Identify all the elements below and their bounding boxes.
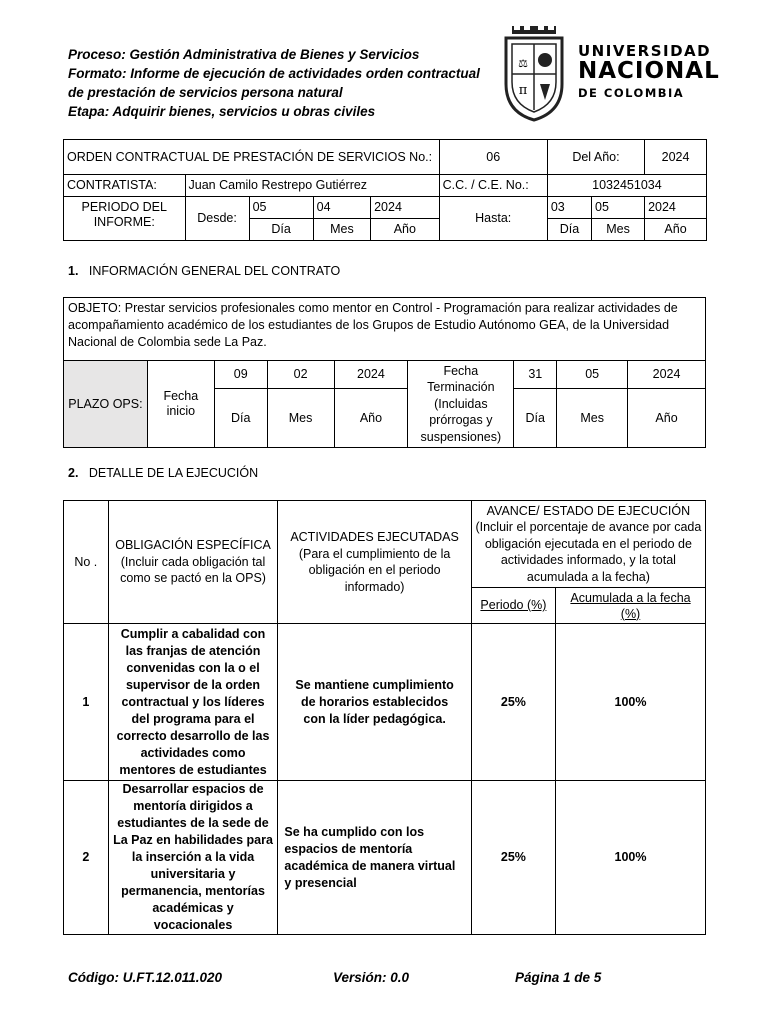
col-obligacion-title: OBLIGACIÓN ESPECÍFICA: [115, 538, 271, 553]
execution-table: [63, 500, 706, 935]
hasta-ano-label: Año: [645, 219, 707, 241]
university-seal-icon: [498, 24, 570, 122]
terminacion-dia-label: Día: [514, 389, 557, 448]
inicio-ano: 2024: [334, 361, 408, 389]
orden-ano: 2024: [645, 140, 707, 175]
footer-version: Versión: 0.0: [333, 970, 410, 985]
svg-text:π: π: [518, 83, 528, 98]
cc-value: 1032451034: [547, 175, 706, 197]
contract-info-table: [63, 297, 706, 448]
footer-pagina: Página 1 de 5: [515, 970, 602, 985]
plazo-label: PLAZO OPS:: [64, 361, 148, 448]
periodo-label: PERIODO DEL INFORME:: [64, 197, 186, 241]
cc-label: C.C. / C.E. No.:: [439, 175, 547, 197]
inicio-mes-label: Mes: [267, 389, 334, 448]
fecha-terminacion-label: Fecha Terminación (Incluidas prórrogas y suspensiones): [408, 361, 514, 448]
orden-table: [63, 139, 707, 241]
section2-title: DETALLE DE LA EJECUCIÓN: [88, 466, 259, 480]
row2-acumulada: 100%: [556, 781, 706, 935]
desde-dia-label: Día: [249, 219, 313, 241]
section1-number: 1.: [68, 264, 79, 278]
header-etapa: Etapa: Adquirir bienes, servicios u obras civiles: [68, 104, 376, 119]
svg-text:⚖: ⚖: [518, 57, 528, 70]
col-avance-header: [471, 501, 705, 588]
del-ano-label: Del Año:: [547, 140, 644, 175]
table-row: [64, 781, 706, 935]
row1-obligacion: Cumplir a cabalidad con las franjas de atención convenidas con la o el supervisor de la orden contractual y los líderes del programa para el correcto desarrollo de las actividades como mentores de estudiantes: [108, 624, 278, 781]
hasta-dia: 03: [547, 197, 591, 219]
row2-obligacion: Desarrollar espacios de mentoría dirigidos a estudiantes de la sede de La Paz en habilidades para la inserción a la vida universitaria y permanencia, mentorías académicas y vocacionales: [108, 781, 278, 935]
logo-universidad: UNIVERSIDAD: [578, 42, 712, 60]
header-proceso: Proceso: Gestión Administrativa de Bienes y Servicios: [68, 47, 420, 62]
terminacion-dia: 31: [514, 361, 557, 389]
table-row: [64, 624, 706, 781]
terminacion-ano-label: Año: [628, 389, 706, 448]
col-no-header: No .: [64, 501, 109, 624]
desde-ano: 2024: [371, 197, 439, 219]
hasta-mes-label: Mes: [592, 219, 645, 241]
col-obligacion-sub: (Incluir cada obligación tal como se pactó en la OPS): [120, 554, 266, 586]
desde-mes: 04: [313, 197, 370, 219]
section1-heading: [68, 264, 340, 278]
section2-number: 2.: [68, 466, 79, 480]
terminacion-mes-label: Mes: [557, 389, 628, 448]
objeto-text: OBJETO: Prestar servicios profesionales como mentor en Control - Programación para realizar actividades de acompañamiento académico de los estudiantes de los Grupos de Estudio Autónomo GEA, de la Universidad Nacional de Colombia sede La Paz.: [64, 298, 706, 361]
row2-no: 2: [64, 781, 109, 935]
row2-actividad: Se ha cumplido con los espacios de mentoría académica de manera virtual y presencial: [278, 781, 471, 935]
hasta-dia-label: Día: [547, 219, 591, 241]
logo-de-colombia: DE COLOMBIA: [578, 86, 685, 100]
fecha-inicio-label: Fecha inicio: [147, 361, 214, 448]
contratista-name: Juan Camilo Restrepo Gutiérrez: [185, 175, 439, 197]
inicio-ano-label: Año: [334, 389, 408, 448]
section1-title: INFORMACIÓN GENERAL DEL CONTRATO: [88, 264, 341, 278]
header-formato-line2: de prestación de servicios persona natural: [68, 85, 343, 100]
hasta-mes: 05: [592, 197, 645, 219]
desde-dia: 05: [249, 197, 313, 219]
col-actividades-header: [278, 501, 471, 624]
col-actividades-sub: (Para el cumplimiento de la obligación en el periodo informado): [298, 546, 451, 594]
terminacion-ano: 2024: [628, 361, 706, 389]
row1-actividad: Se mantiene cumplimiento de horarios establecidos con la líder pedagógica.: [278, 624, 471, 781]
col-acumulada-header: Acumulada a la fecha (%): [556, 588, 706, 624]
inicio-mes: 02: [267, 361, 334, 389]
desde-mes-label: Mes: [313, 219, 370, 241]
desde-ano-label: Año: [371, 219, 439, 241]
col-actividades-title: ACTIVIDADES EJECUTADAS: [290, 530, 459, 544]
desde-label: Desde:: [185, 197, 249, 241]
inicio-dia: 09: [214, 361, 267, 389]
terminacion-mes: 05: [557, 361, 628, 389]
orden-label: ORDEN CONTRACTUAL DE PRESTACIÓN DE SERVICIOS No.:: [64, 140, 440, 175]
header-formato-line1: Formato: Informe de ejecución de actividades orden contractual: [68, 66, 480, 81]
row1-periodo: 25%: [471, 624, 555, 781]
hasta-label: Hasta:: [439, 197, 547, 241]
section2-heading: [68, 466, 258, 480]
footer-codigo: Código: U.FT.12.011.020: [68, 970, 223, 985]
row1-no: 1: [64, 624, 109, 781]
logo-nacional: NACIONAL: [578, 58, 720, 84]
contratista-label: CONTRATISTA:: [64, 175, 186, 197]
col-obligacion-header: [108, 501, 278, 624]
col-avance-sub: (Incluir el porcentaje de avance por cada obligación ejecutada en el periodo de actividades informado, y la total acumulada a la fecha): [475, 520, 702, 584]
row1-acumulada: 100%: [556, 624, 706, 781]
col-periodo-header: Periodo (%): [471, 588, 555, 624]
orden-numero: 06: [439, 140, 547, 175]
hasta-ano: 2024: [645, 197, 707, 219]
col-avance-title: AVANCE/ ESTADO DE EJECUCIÓN: [486, 503, 691, 518]
row2-periodo: 25%: [471, 781, 555, 935]
inicio-dia-label: Día: [214, 389, 267, 448]
